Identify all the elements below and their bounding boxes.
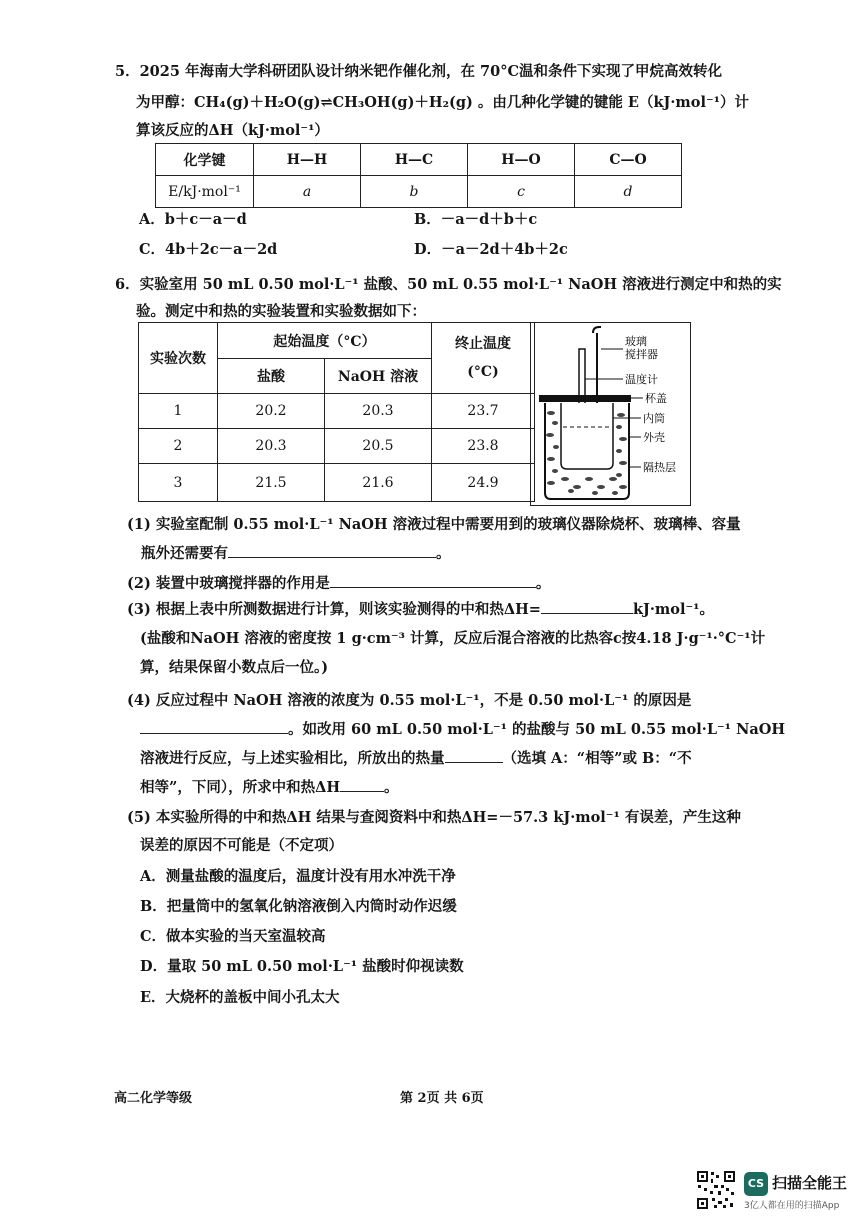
label-inner: 内筒 bbox=[643, 412, 665, 425]
bond-energy-table bbox=[155, 143, 682, 208]
q6-option-c: C．做本实验的当天室温较高 bbox=[140, 928, 326, 945]
q5-option-b: B．－a－d＋b＋c bbox=[414, 211, 538, 228]
q6-sub3-line-a bbox=[127, 598, 714, 619]
camscanner-logo: CS bbox=[744, 1172, 768, 1196]
bond-header-cell: C—O bbox=[575, 144, 682, 176]
sub3-text: (3) 根据上表中所测数据进行计算，则该实验测得的中和热ΔH= bbox=[127, 601, 541, 618]
sub4-text-d1: 相等”，下同），所求中和热ΔH bbox=[140, 779, 341, 796]
col-trial-header: 实验次数 bbox=[139, 323, 218, 394]
table-cell: 24.9 bbox=[432, 464, 535, 502]
bond-value-cell: c bbox=[468, 176, 575, 208]
q5-line-2: 为甲醇：CH₄(g)＋H₂O(g)⇌CH₃OH(g)＋H₂(g) 。由几种化学键的键能 E（kJ·mol⁻¹）计 bbox=[136, 94, 749, 111]
bond-value-cell: b bbox=[361, 176, 468, 208]
sub2-text: (2) 装置中玻璃搅拌器的作用是 bbox=[127, 575, 330, 592]
table-cell: 23.7 bbox=[432, 394, 535, 429]
q6-sub5-line-b: 误差的原因不可能是（不定项） bbox=[140, 837, 343, 854]
table-cell: 20.3 bbox=[325, 394, 432, 429]
table-cell: 23.8 bbox=[432, 429, 535, 464]
sub4-text: 。如改用 60 mL 0.50 mol·L⁻¹ 的盐酸与 50 mL 0.55 mol·L⁻¹ NaOH bbox=[288, 721, 786, 738]
sub3-answer-blank[interactable] bbox=[541, 613, 633, 614]
q6-sub4-line-c bbox=[140, 747, 692, 768]
sub1-answer-blank[interactable] bbox=[228, 557, 436, 558]
q6-sub4-line-d bbox=[140, 776, 399, 797]
label-outer: 外壳 bbox=[643, 431, 665, 444]
label-lid: 杯盖 bbox=[645, 392, 667, 405]
bond-value-cell: d bbox=[575, 176, 682, 208]
q5-line-3: 算该反应的ΔH（kJ·mol⁻¹） bbox=[136, 122, 329, 139]
bond-header-cell: H—C bbox=[361, 144, 468, 176]
scanner-title: 扫描全能王 bbox=[772, 1174, 848, 1192]
bond-header-cell: H—O bbox=[468, 144, 575, 176]
table-cell: 20.3 bbox=[218, 429, 325, 464]
col-start-temp-header: 起始温度（°C） bbox=[218, 323, 432, 359]
period: 。 bbox=[436, 545, 451, 562]
q6-line-2: 验。测定中和热的实验装置和实验数据如下： bbox=[136, 303, 426, 320]
sub3-unit: kJ·mol⁻¹。 bbox=[632, 601, 714, 618]
q6-sub4-line-a: (4) 反应过程中 NaOH 溶液的浓度为 0.55 mol·L⁻¹，不是 0.50 mol·L⁻¹ 的原因是 bbox=[127, 692, 692, 709]
sub4-heat-blank[interactable] bbox=[445, 762, 503, 763]
q5-line-1: 5．2025 年海南大学科研团队设计纳米钯作催化剂，在 70°C温和条件下实现了甲烷高效转化 bbox=[115, 63, 723, 80]
q6-option-d: D．量取 50 mL 0.50 mol·L⁻¹ 盐酸时仰视读数 bbox=[140, 958, 464, 975]
sub2-answer-blank[interactable] bbox=[330, 587, 536, 588]
period: 。 bbox=[384, 779, 399, 796]
label-thermometer: 温度计 bbox=[625, 373, 658, 386]
q5-option-a: A．b＋c－a－d bbox=[139, 211, 247, 228]
table-cell: 1 bbox=[139, 394, 218, 429]
end-temp-label: 终止温度 bbox=[455, 336, 511, 352]
q6-option-b: B．把量筒中的氢氧化钠溶液倒入内筒时动作迟缓 bbox=[140, 898, 457, 915]
q6-sub1-line-a: (1) 实验室配制 0.55 mol·L⁻¹ NaOH 溶液过程中需要用到的玻璃仪器除烧杯、玻璃棒、容量 bbox=[127, 516, 741, 533]
experiment-data-table bbox=[138, 322, 535, 502]
bond-header-cell: 化学键 bbox=[156, 144, 254, 176]
col-end-temp-header bbox=[432, 323, 535, 394]
label-insulation: 隔热层 bbox=[643, 461, 676, 474]
calorimeter-drawing bbox=[531, 323, 689, 504]
label-stirrer-2: 搅拌器 bbox=[625, 348, 658, 361]
col-hcl-header: 盐酸 bbox=[218, 359, 325, 394]
sub1-text: 瓶外还需要有 bbox=[141, 545, 228, 562]
bond-header-cell: H—H bbox=[254, 144, 361, 176]
label-stirrer-1: 玻璃 bbox=[625, 335, 647, 348]
qr-code-icon bbox=[696, 1170, 736, 1210]
footer-page-number: 第 2页 共 6页 bbox=[400, 1091, 484, 1106]
sub4-reason-blank[interactable] bbox=[140, 733, 288, 734]
sub4-dh-blank[interactable] bbox=[340, 791, 384, 792]
q6-option-e: E．大烧杯的盖板中间小孔太大 bbox=[140, 989, 340, 1006]
table-cell: 21.6 bbox=[325, 464, 432, 502]
q6-sub2 bbox=[127, 572, 550, 593]
table-cell: 20.2 bbox=[218, 394, 325, 429]
q6-sub1-line-b bbox=[141, 542, 451, 563]
footer-subject: 高二化学等级 bbox=[114, 1091, 193, 1106]
bond-row-label: E/kJ·mol⁻¹ bbox=[156, 176, 254, 208]
q5-option-d: D．－a－2d＋4b＋2c bbox=[414, 241, 568, 258]
col-naoh-header: NaOH 溶液 bbox=[325, 359, 432, 394]
q6-sub3-line-c: 算，结果保留小数点后一位。) bbox=[140, 659, 329, 676]
sub4-text-c2: （选填 A：“相等”或 B：“不 bbox=[502, 750, 692, 767]
calorimeter-figure bbox=[530, 322, 691, 506]
q6-sub3-line-b: (盐酸和NaOH 溶液的密度按 1 g·cm⁻³ 计算，反应后混合溶液的比热容c按4.18 J·g⁻¹·°C⁻¹计 bbox=[140, 630, 766, 647]
q6-line-1: 6．实验室用 50 mL 0.50 mol·L⁻¹ 盐酸、50 mL 0.55 mol·L⁻¹ NaOH 溶液进行测定中和热的实 bbox=[115, 276, 782, 293]
end-temp-unit: (°C) bbox=[467, 364, 499, 380]
bond-value-cell: a bbox=[254, 176, 361, 208]
scanner-subtitle: 3亿人都在用的扫描App bbox=[744, 1201, 840, 1211]
q6-option-a: A．测量盐酸的温度后，温度计没有用水冲洗干净 bbox=[140, 868, 456, 885]
q6-sub4-line-b bbox=[140, 718, 785, 739]
period: 。 bbox=[535, 575, 551, 592]
q6-sub5-line-a: (5) 本实验所得的中和热ΔH 结果与查阅资料中和热ΔH=－57.3 kJ·mol⁻¹ 有误差，产生这种 bbox=[127, 809, 741, 826]
table-cell: 20.5 bbox=[325, 429, 432, 464]
table-cell: 3 bbox=[139, 464, 218, 502]
table-cell: 21.5 bbox=[218, 464, 325, 502]
sub4-text-c1: 溶液进行反应，与上述实验相比，所放出的热量 bbox=[140, 750, 445, 767]
q5-option-c: C．4b＋2c－a－2d bbox=[139, 241, 278, 258]
table-cell: 2 bbox=[139, 429, 218, 464]
